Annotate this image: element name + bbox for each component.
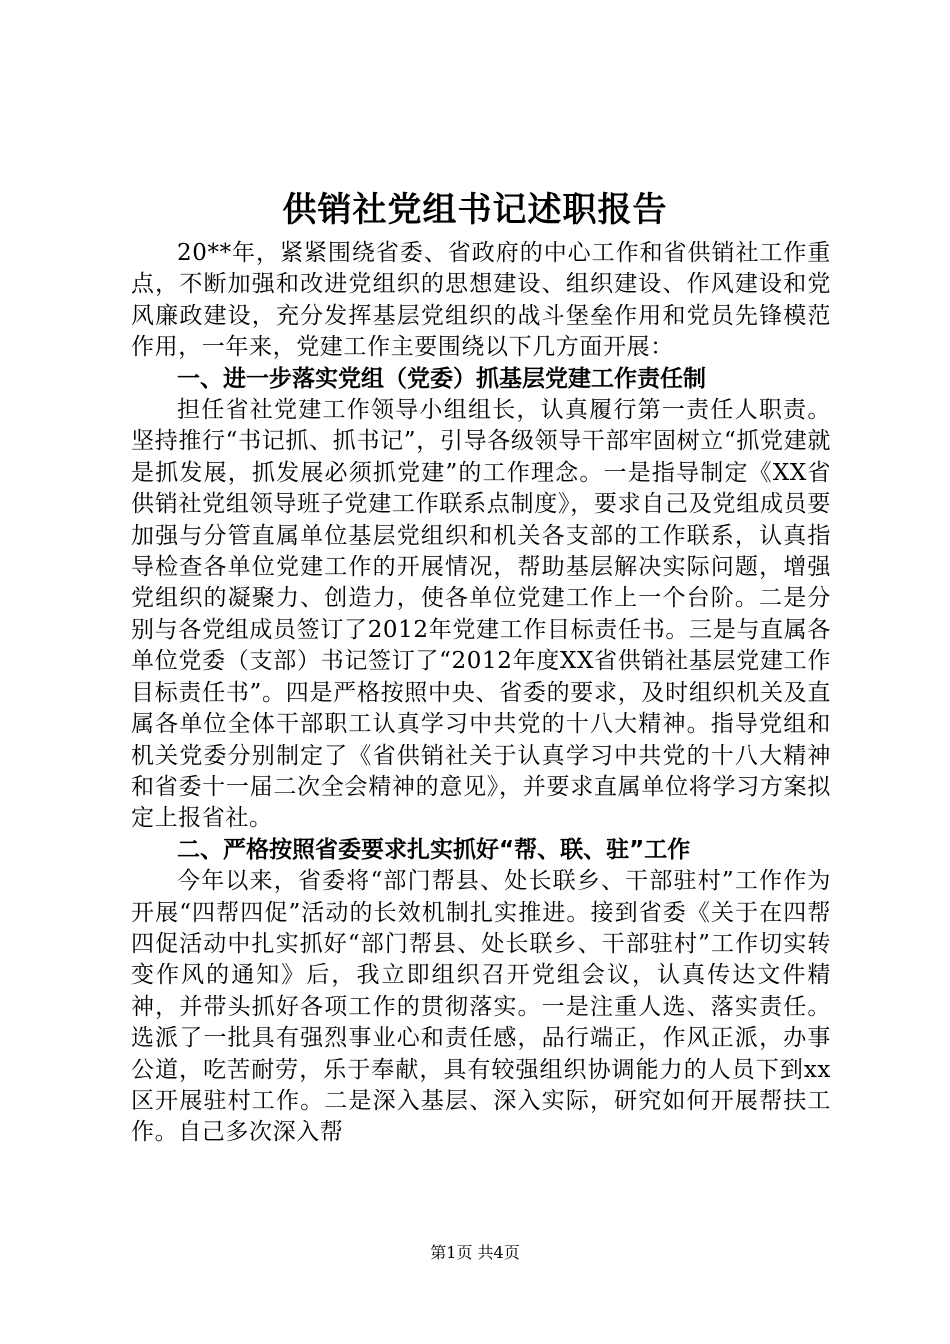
section-paragraph-2: 今年以来，省委将“部门帮县、处长联乡、干部驻村”工作作为开展“四帮四促”活动的长效机制扎实推进。接到省委《关于在四帮四促活动中扎实抓好“部门帮县、处长联乡、干部驻村”工作切实转变作风的通知》后，我立即组织召开党组会议，认真传达文件精神，并带头抓好各项工作的贯彻落实。一是注重人选、落实责任。选派了一批具有强烈事业心和责任感，品行端正，作风正派，办事公道，吃苦耐劳，乐于奉献，具有较强组织协调能力的人员下到xx区开展驻村工作。二是深入基层、深入实际，研究如何开展帮扶工作。自己多次深入帮: [131, 868, 831, 1146]
intro-paragraph: 20**年，紧紧围绕省委、省政府的中心工作和省供销社工作重点，不断加强和改进党组织的思想建设、组织建设、作风建设和党风廉政建设，充分发挥基层党组织的战斗堡垒作用和党员先锋模范作用，一年来，党建工作主要围绕以下几方面开展：: [131, 240, 831, 361]
section-heading-2: 二、严格按照省委要求扎实抓好“帮、联、驻”工作: [177, 836, 691, 863]
section-paragraph-1: 担任省社党建工作领导小组组长，认真履行第一责任人职责。坚持推行“书记抓、抓书记”，引导各级领导干部牢固树立“抓党建就是抓发展，抓发展必须抓党建”的工作理念。一是指导制定《XX省供销社党组领导班子党建工作联系点制度》，要求自己及党组成员要加强与分管直属单位基层党组织和机关各支部的工作联系，认真指导检查各单位党建工作的开展情况，帮助基层解决实际问题，增强党组织的凝聚力、创造力，使各单位党建工作上一个台阶。二是分别与各党组成员签订了2012年党建工作目标责任书。三是与直属各单位党委（支部）书记签订了“2012年度XX省供销社基层党建工作目标责任书”。四是严格按照中央、省委的要求，及时组织机关及直属各单位全体干部职工认真学习中共党的十八大精神。指导党组和机关党委分别制定了《省供销社关于认真学习中共党的十八大精神和省委十一届二次全会精神的意见》，并要求直属单位将学习方案拟定上报省社。: [131, 397, 831, 832]
page-footer: 第1页 共4页: [430, 1243, 520, 1262]
document-title: 供销社党组书记述职报告: [282, 190, 668, 230]
section-heading-1: 一、进一步落实党组（党委）抓基层党建工作责任制: [177, 365, 706, 392]
document-body: [131, 238, 831, 1149]
